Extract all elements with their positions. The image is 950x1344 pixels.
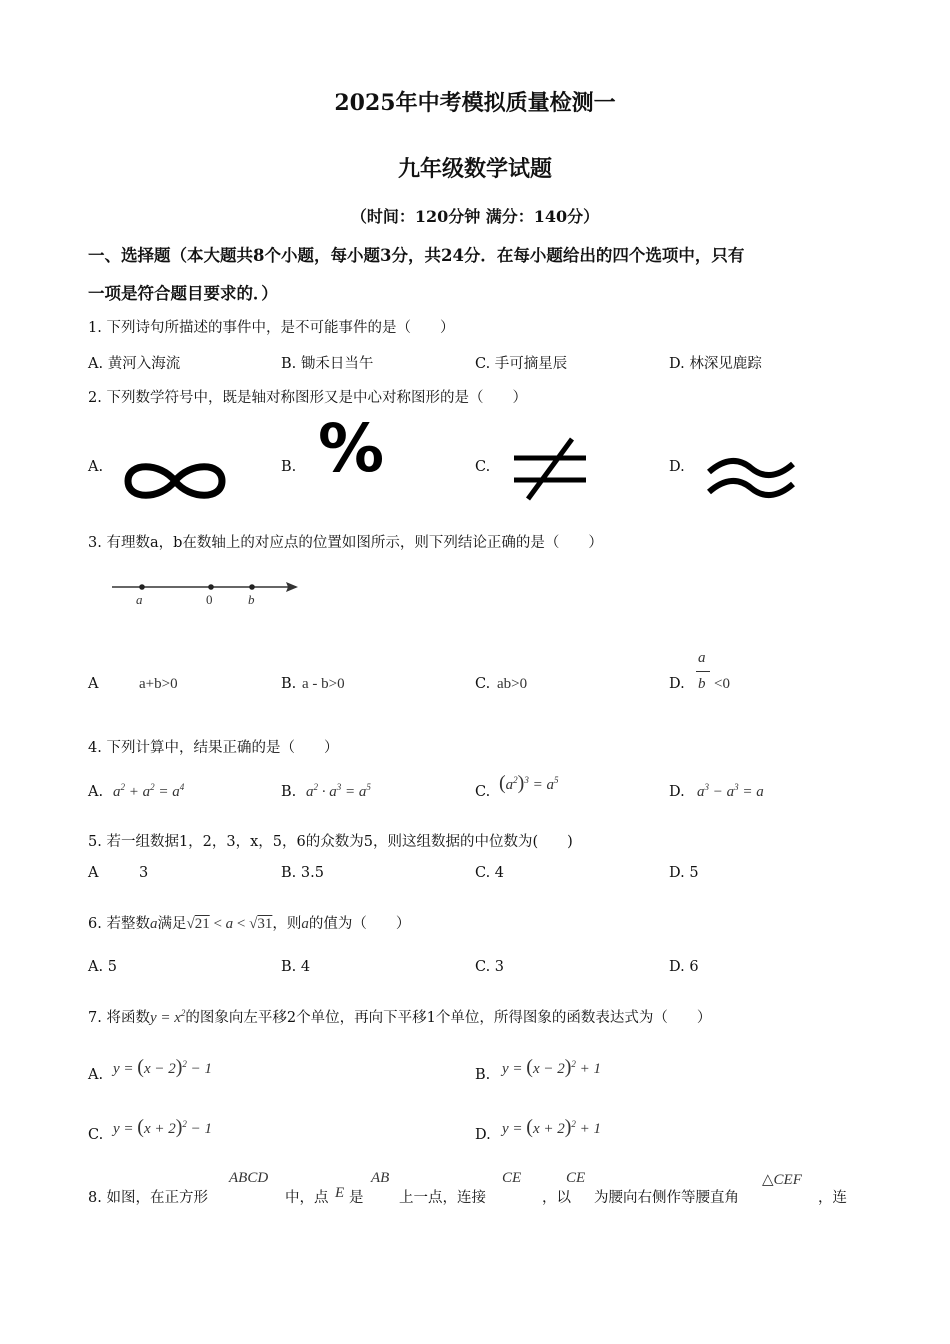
question-8-part7: ，连: [818, 1190, 847, 1206]
q4-option-a-expr: $a^2 + a^2 = a^4$: [113, 782, 185, 800]
q6-option-b: B. 4: [281, 959, 311, 975]
question-4-stem: 4. 下列计算中，结果正确的是（ ）: [88, 740, 339, 756]
q7-option-d: D.: [475, 1127, 491, 1143]
q3-option-c: C.: [475, 676, 491, 692]
q1-option-a: A. 黄河入海流: [88, 356, 181, 372]
exam-time-info: （时间：120分钟 满分：140分）: [350, 207, 600, 226]
q8-label-abcd: ABCD: [229, 1170, 269, 1186]
q4-option-d-expr: $a^3 - a^3 = a$: [697, 782, 764, 800]
numberline-label-a: a: [136, 592, 143, 607]
q8-label-triangle-cef: △CEF: [762, 1172, 802, 1188]
q4-option-a: A.: [88, 784, 104, 800]
q5-option-d: D. 5: [669, 865, 699, 881]
question-7-stem: 7. 将函数$y = x^2$的图象向左平移2个单位，再向下平移1个单位，所得图象的函数表达式为（ ）: [88, 1008, 712, 1026]
numberline-label-0: 0: [206, 592, 213, 607]
not-equal-symbol: [510, 436, 590, 502]
q5-option-b: B. 3.5: [281, 865, 324, 881]
question-3-stem: 3. 有理数a，b在数轴上的对应点的位置如图所示，则下列结论正确的是（ ）: [88, 535, 603, 551]
q8-label-ce-2: CE: [566, 1170, 586, 1186]
approx-symbol: [705, 458, 797, 502]
question-8-part3: 是: [349, 1190, 364, 1206]
question-2-stem: 2. 下列数学符号中，既是轴对称图形又是中心对称图形的是（ ）: [88, 390, 527, 406]
q1-option-b: B. 锄禾日当午: [281, 356, 374, 372]
question-1-stem: 1. 下列诗句所描述的事件中，是不可能事件的是（ ）: [88, 320, 455, 336]
q4-option-b: B.: [281, 784, 297, 800]
q7-option-b-expr: $y = (x - 2)^2 + 1$: [502, 1056, 602, 1078]
question-8-part2: 中，点: [285, 1190, 329, 1206]
infinity-symbol: [122, 458, 228, 504]
question-8-part5: ，以: [542, 1190, 571, 1206]
question-5-stem: 5. 若一组数据1，2，3，x，5，6的众数为5，则这组数据的中位数为( ): [88, 834, 573, 850]
page-title: 2025年中考模拟质量检测一: [334, 90, 616, 116]
q7-option-b: B.: [475, 1067, 491, 1083]
q8-label-ce-1: CE: [502, 1170, 522, 1186]
q3-option-b: B.: [281, 676, 297, 692]
q8-label-e: E: [335, 1185, 345, 1201]
question-8-part4: 上一点，连接: [399, 1190, 486, 1206]
q6-option-c: C. 3: [475, 959, 505, 975]
q7-option-a-expr: $y = (x - 2)^2 - 1$: [113, 1056, 213, 1078]
q7-option-c-expr: $y = (x + 2)^2 - 1$: [113, 1116, 213, 1138]
question-8-part1: 8. 如图，在正方形: [88, 1190, 208, 1206]
q5-option-a: A: [88, 865, 99, 881]
q4-option-c: C.: [475, 784, 491, 800]
q3-option-a: A: [88, 676, 99, 692]
question-6-stem: 6. 若整数a满足√21 < a < √31，则a的值为（ ）: [88, 916, 411, 932]
q3-option-b-expr: a - b>0: [302, 676, 345, 692]
q2-option-c: C.: [475, 459, 491, 475]
q3-option-d: D.: [669, 676, 685, 692]
q2-option-b: B.: [281, 459, 297, 475]
q2-option-a: A.: [88, 459, 104, 475]
percent-symbol: %: [318, 410, 385, 487]
q4-option-b-expr: $a^2 \cdot a^3 = a^5$: [306, 782, 371, 800]
q5-option-a-value: 3: [139, 865, 149, 881]
q3-option-a-expr: a+b>0: [139, 676, 178, 692]
q4-option-d: D.: [669, 784, 685, 800]
numberline-label-b: b: [248, 592, 255, 607]
q6-option-d: D. 6: [669, 959, 699, 975]
question-8-part6: 为腰向右侧作等腰直角: [594, 1190, 739, 1206]
q7-option-c: C.: [88, 1127, 104, 1143]
q3-option-d-expr: <0: [714, 676, 730, 692]
section-heading-line2: 一项是符合题目要求的．）: [88, 284, 278, 303]
q8-label-ab: AB: [371, 1170, 390, 1186]
q5-option-c: C. 4: [475, 865, 505, 881]
q2-option-d: D.: [669, 459, 685, 475]
section-heading-line1: 一、选择题（本大题共8个小题，每小题3分，共24分．在每小题给出的四个选项中，只有: [88, 246, 745, 265]
q3-frac-numerator: a: [698, 650, 706, 666]
fraction-bar: [696, 671, 710, 672]
q7-option-a: A.: [88, 1067, 104, 1083]
q3-option-c-expr: ab>0: [497, 676, 528, 692]
q6-option-a: A. 5: [88, 959, 117, 975]
q4-option-c-expr: $(a^2)^3 = a^5$: [499, 772, 559, 794]
page-subtitle: 九年级数学试题: [397, 156, 552, 182]
q1-option-c: C. 手可摘星辰: [475, 356, 568, 372]
q7-option-d-expr: $y = (x + 2)^2 + 1$: [502, 1116, 602, 1138]
q1-option-d: D. 林深见鹿踪: [669, 356, 762, 372]
q3-frac-denominator: b: [698, 676, 706, 692]
